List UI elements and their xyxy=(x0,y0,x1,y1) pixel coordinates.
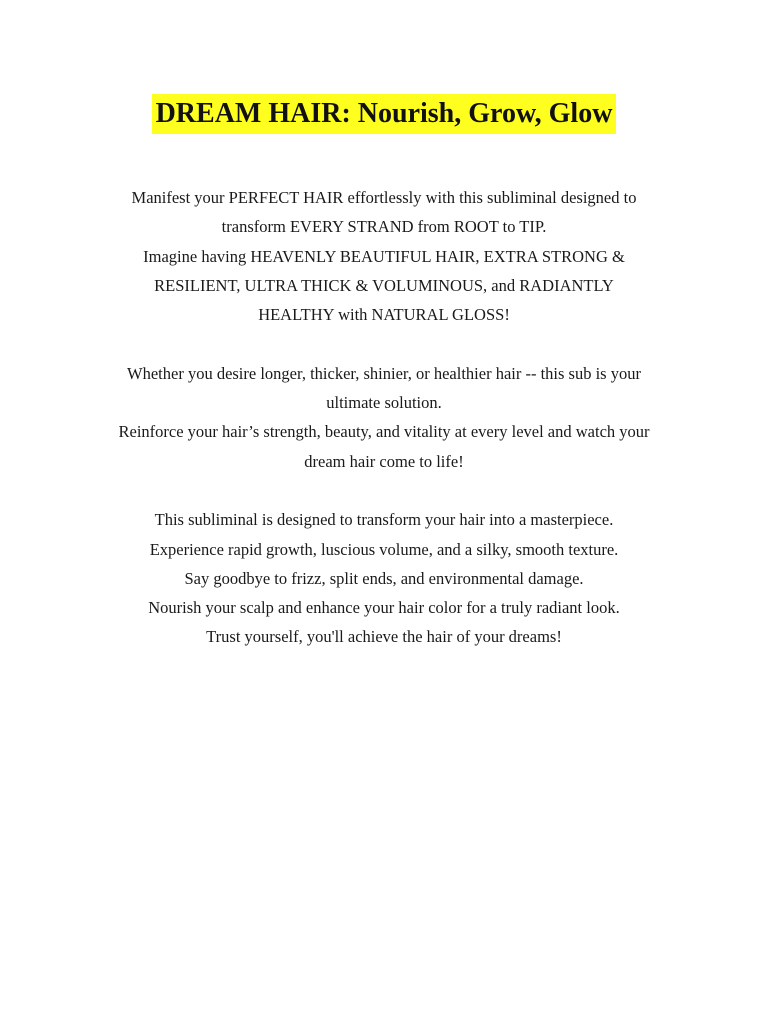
paragraph-line: ultimate solution. xyxy=(326,393,442,413)
paragraph-line: Say goodbye to frizz, split ends, and environmental damage. xyxy=(184,568,584,588)
paragraph-intro xyxy=(80,183,688,329)
paragraph-line: Nourish your scalp and enhance your hair color for a truly radiant look. xyxy=(148,598,620,618)
paragraph-line: Imagine having HEAVENLY BEAUTIFUL HAIR, EXTRA STRONG & xyxy=(143,246,625,266)
document-body xyxy=(80,183,688,681)
paragraph-line: Experience rapid growth, luscious volume, and a silky, smooth texture. xyxy=(149,539,619,559)
title-container xyxy=(0,94,768,134)
paragraph-line: dream hair come to life! xyxy=(304,451,464,471)
paragraph-line: HEALTHY with NATURAL GLOSS! xyxy=(258,305,510,325)
paragraph-line: Reinforce your hair’s strength, beauty, and vitality at every level and watch your xyxy=(118,422,650,442)
paragraph-line: Manifest your PERFECT HAIR effortlessly with this subliminal designed to xyxy=(131,188,637,207)
paragraph-solution xyxy=(80,359,688,476)
paragraph-line: This subliminal is designed to transform your hair into a masterpiece. xyxy=(154,510,614,530)
paragraph-line: transform EVERY STRAND from ROOT to TIP. xyxy=(221,217,547,237)
paragraph-benefits xyxy=(80,505,688,651)
paragraph-line: Whether you desire longer, thicker, shinier, or healthier hair -- this sub is your xyxy=(127,363,641,383)
paragraph-line: Trust yourself, you'll achieve the hair of your dreams! xyxy=(206,627,562,647)
document-title: DREAM HAIR: Nourish, Grow, Glow xyxy=(152,94,617,134)
paragraph-line: RESILIENT, ULTRA THICK & VOLUMINOUS, and RADIANTLY xyxy=(154,275,614,295)
